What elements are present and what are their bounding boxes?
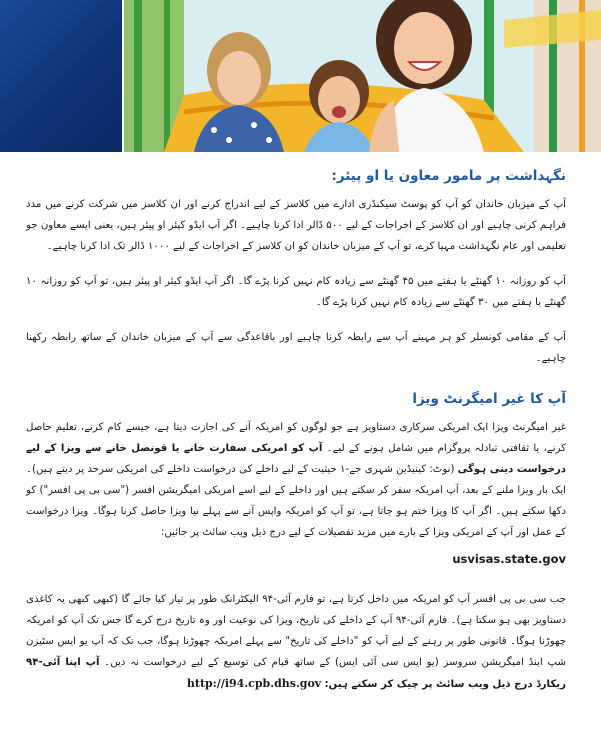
visa-text-bold: آپ کو امریکی سفارت خانے یا قونصل خانے سے ویزا کے لیے درخواست دینی ہوگی — [26, 443, 567, 475]
family-ride-illustration — [124, 0, 601, 152]
i94-website-link[interactable]: http://i94.cpb.dhs.gov — [186, 677, 322, 690]
section-heading-au-pair: نگہداشت پر مامور معاون یا او پیئر: — [331, 168, 566, 184]
paragraph-class-expenses: آپ کے میزبان خاندان کو آپ کو پوسٹ سیکنڈری ادارے میں کلاسز کے لیے اندراج کرنے اور ان کلاسز میں شرکت کرنے میں مدد فراہم کرنی چاہیے اور ان کلاسز کے اخراجات کے لیے ۵۰۰ ڈالر ادا کرنا چاہیے۔ اگر آپ ایڈو کیئر او پیئر ہیں، یعنی ایسے معاون جو تعلیمی اور عام نگہداشت مہیا کرے، تو آپ کے میزبان خاندان کو ان کلاسز کے اخراجات کے لیے ۱۰۰۰ ڈالر تک ادا کرنا چاہیے۔ — [26, 199, 566, 252]
paragraph-i94-record — [26, 589, 566, 695]
i94-text-start: جب سی بی پی افسر آپ کو امریکہ میں داخل کرتا ہے، تو فارم آئی-۹۴ الیکٹرانک طور پر تیار کیا جائے گا (کبھی کبھی یہ کاغذی دستاویز بھی ہو سکتا ہے)۔ فارم آئی-۹۴ آپ کے داخلے کی تاریخ، ویزا کی نوعیت اور وہ تاریخ درج کرے گا جس تک آپ کو امریکہ چھوڑنا ہوگا۔ قانونی طور پر رہنے کے لیے آپ کو "داخلے کی تاریخ" سے پہلے امریکہ چھوڑنا ہوگا، جب تک کہ آپ یو ایس سٹیزن شپ اینڈ امیگریشن سروسز (یو ایس سی آئی ایس) کے ساتھ قیام کی توسیع کے لیے درخواست نہ دیں۔ — [26, 594, 566, 668]
content-body — [26, 166, 566, 695]
visa-website-link[interactable]: usvisas.state.gov — [452, 552, 566, 566]
banner-photo — [124, 0, 601, 152]
header-banner — [0, 0, 601, 152]
blue-color-panel — [0, 0, 122, 152]
visa-text-start: غیر امیگرنٹ ویزا ایک امریکی سرکاری دستاویز ہے جو لوگوں کو امریکہ آنے کی اجازت دیتا ہے، جیسے کام کرنے، تعلیم حاصل کرنے، یا ثقافتی تبادلہ پروگرام میں شامل ہونے کے لیے۔ — [26, 422, 567, 454]
paragraph-working-hours: آپ کو روزانہ ۱۰ گھنٹے یا ہفتے میں ۴۵ گھنٹے سے زیادہ کام نہیں کرنا پڑے گا۔ اگر آپ ایڈو کیئر او پیئر ہیں، تو آپ کو روزانہ ۱۰ گھنٹے یا ہفتے میں ۳۰ گھنٹے سے زیادہ کام نہیں کرنا پڑے گا۔ — [26, 276, 566, 308]
visa-text-end: (نوٹ: کینیڈین شہری جے-۱ حیثیت کے لیے داخلے کی درخواست داخلے کی امریکی سرحد پر دیتے ہیں)۔ ایک بار ویزا ملنے کے بعد، آپ امریکہ سفر کر سکتے ہیں اور داخلے کے لیے اسے امریکی امیگریشن افسر ("سی بی پی افسر") کو دکھا سکتے ہیں۔ اگر آپ کا ویزا ختم ہو جاتا ہے، تو آپ کو امریکہ واپس آنے سے پہلے نیا ویزا حاصل کرنا ہوگا۔ ویزا درخواست کے عمل اور آپ کے امریکی ویزا کے بارے میں مزید تفصیلات کے لیے درج ذیل ویب سائٹ پر جائیں: — [26, 464, 566, 538]
paragraph-visa-info — [26, 417, 566, 543]
i94-text-bold: آپ اپنا آئی-۹۴ ریکارڈ درج ذیل ویب سائٹ پر چیک کر سکتے ہیں: — [26, 657, 566, 690]
section-heading-visa: آپ کا غیر امیگرنٹ ویزا — [412, 391, 566, 407]
paragraph-counselor-contact: آپ کے مقامی کونسلر کو ہر مہینے آپ سے رابطہ کرنا چاہیے اور باقاعدگی سے آپ کے میزبان خاندان کے ساتھ رابطہ رکھنا چاہیے۔ — [26, 332, 566, 364]
